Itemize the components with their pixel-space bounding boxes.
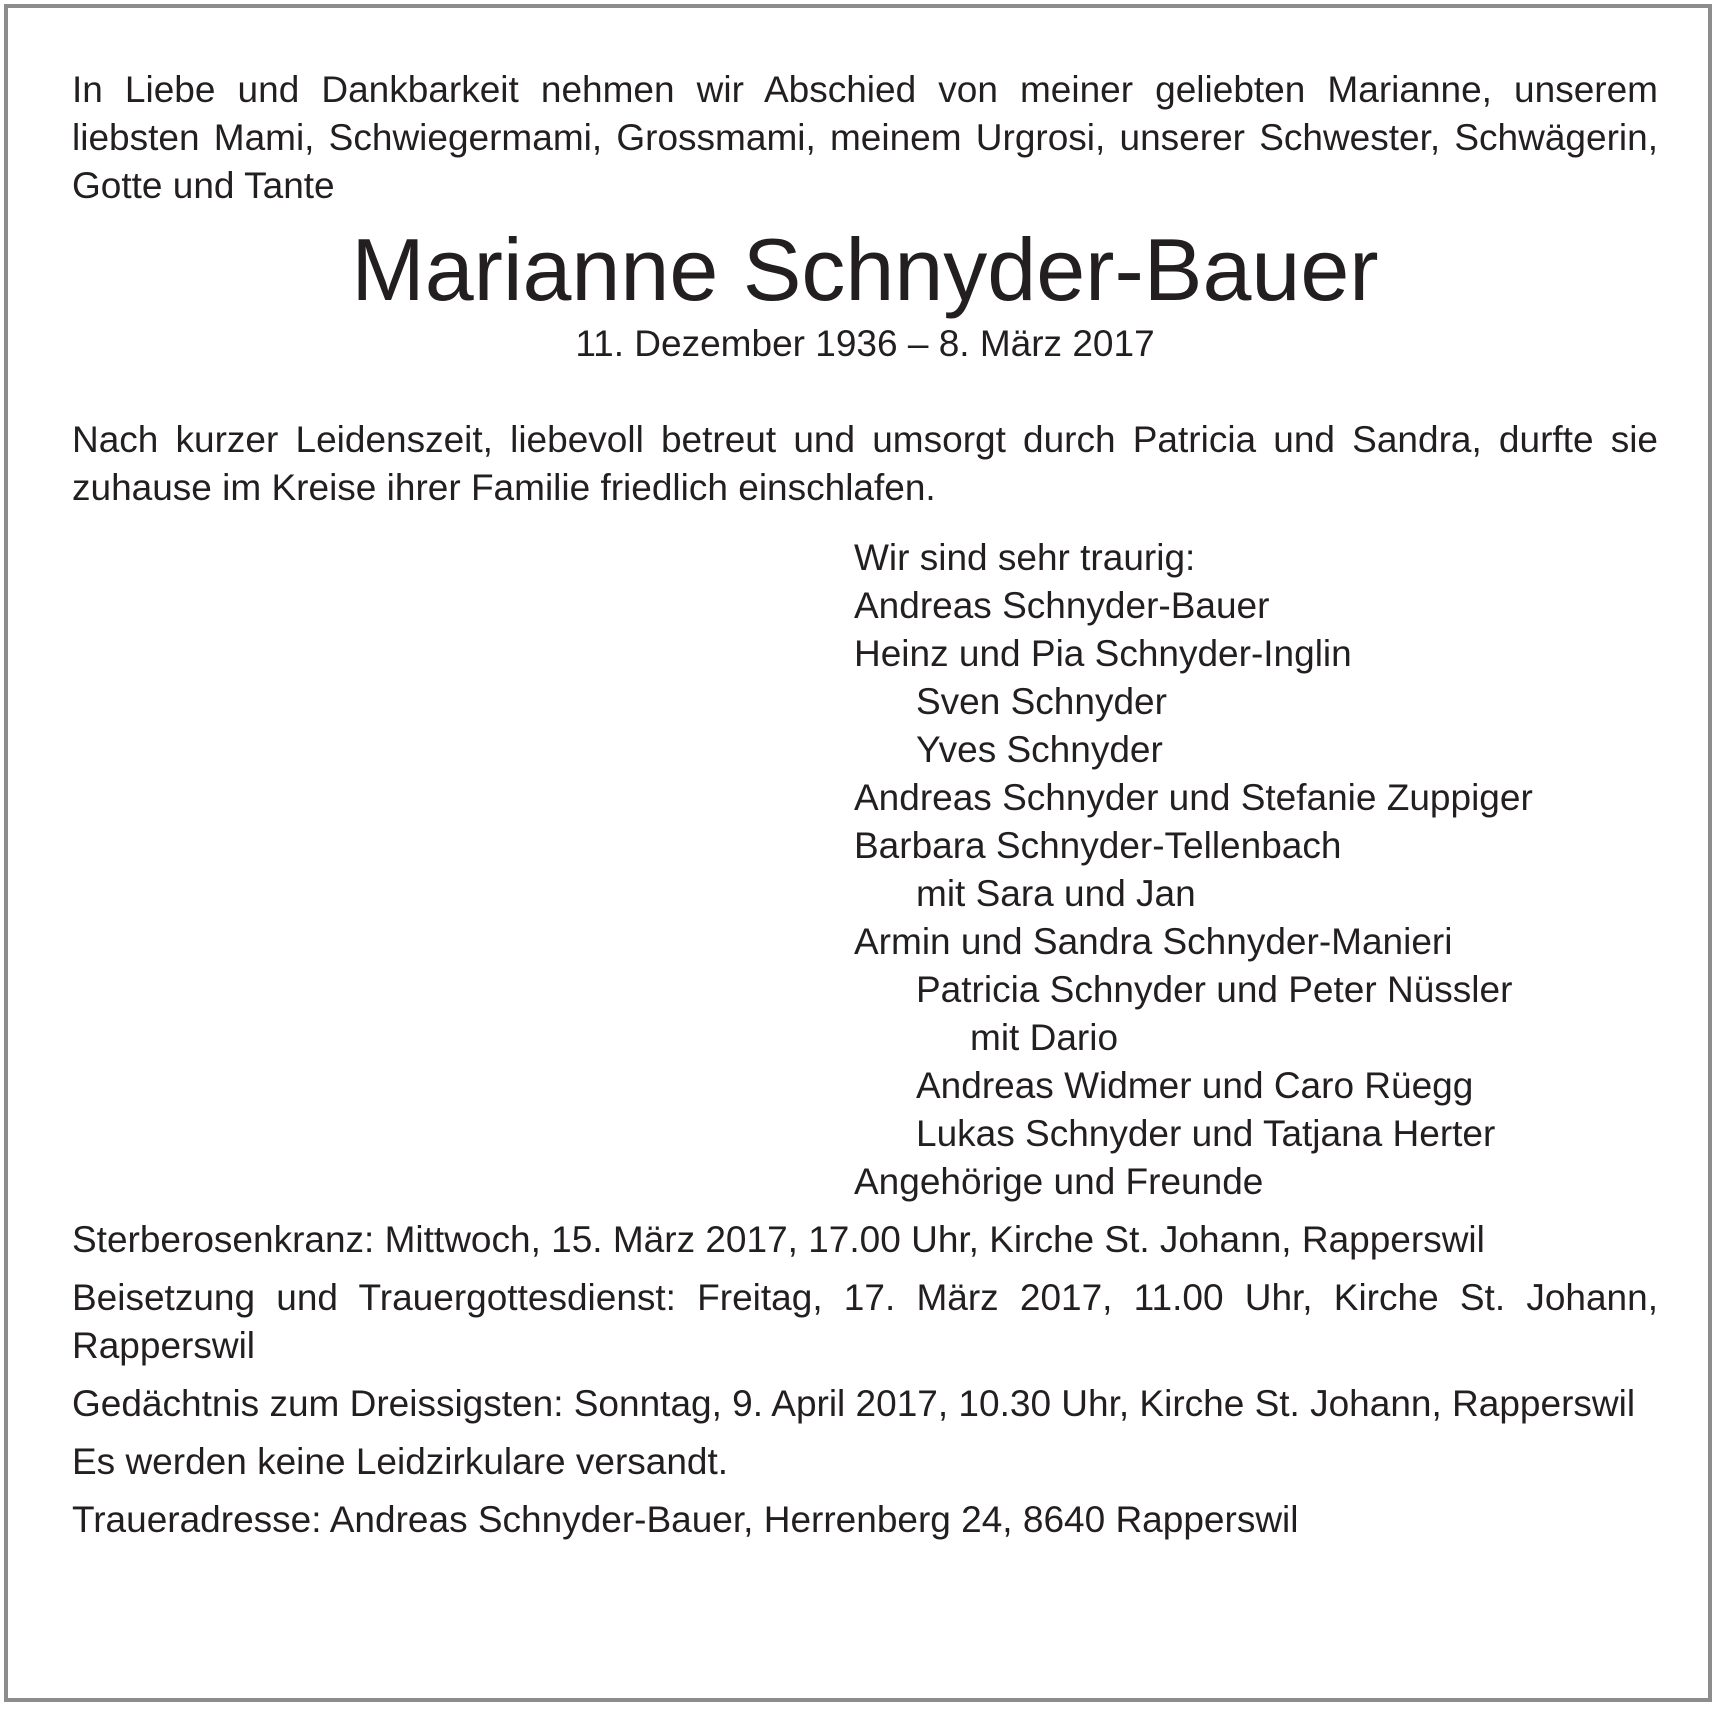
funeral-info: Beisetzung und Trauergottesdienst: Freitag, 17. März 2017, 11.00 Uhr, Kirche St. Johann, Rapperswil xyxy=(72,1277,1658,1366)
mourner-entry: Andreas Schnyder und Stefanie Zuppiger xyxy=(854,777,1533,818)
mourners-heading: Wir sind sehr traurig: xyxy=(854,537,1196,578)
life-dates: 11. Dezember 1936 – 8. März 2017 xyxy=(575,323,1155,364)
mourner-entry: Armin und Sandra Schnyder-Manieri xyxy=(854,921,1453,962)
rosary-info: Sterberosenkranz: Mittwoch, 15. März 2017, 17.00 Uhr, Kirche St. Johann, Rapperswil xyxy=(72,1219,1485,1260)
mourner-entry: Angehörige und Freunde xyxy=(854,1161,1264,1202)
mourner-entry: Heinz und Pia Schnyder-Inglin xyxy=(854,633,1352,674)
circulars-note: Es werden keine Leidzirkulare versandt. xyxy=(72,1441,729,1482)
mourner-entry: Patricia Schnyder und Peter Nüssler xyxy=(916,969,1513,1010)
mourner-entry: Barbara Schnyder-Tellenbach xyxy=(854,825,1342,866)
mourner-entry: Lukas Schnyder und Tatjana Herter xyxy=(916,1113,1496,1154)
mourner-entry: Andreas Widmer und Caro Rüegg xyxy=(916,1065,1474,1106)
notice-content xyxy=(72,66,1658,1554)
mourning-address: Traueradresse: Andreas Schnyder-Bauer, Herrenberg 24, 8640 Rapperswil xyxy=(72,1499,1299,1540)
mourner-entry: mit Sara und Jan xyxy=(916,873,1196,914)
mourner-entry: Yves Schnyder xyxy=(916,729,1163,770)
mourner-entry: mit Dario xyxy=(970,1017,1119,1058)
deceased-name: Marianne Schnyder-Bauer xyxy=(351,220,1379,319)
passing-text: Nach kurzer Leidenszeit, liebevoll betreut und umsorgt durch Patricia und Sandra, durfte sie zuhause im Kreise ihrer Familie friedlich einschlafen. xyxy=(72,419,1658,508)
intro-text: In Liebe und Dankbarkeit nehmen wir Abschied von meiner geliebten Marianne, unserem liebsten Mami, Schwiegermami, Grossmami, meinem Urgrosi, unserer Schwester, Schwägerin, Gotte und Tante xyxy=(72,69,1658,206)
obituary-notice xyxy=(4,4,1712,1702)
memorial-info: Gedächtnis zum Dreissigsten: Sonntag, 9. April 2017, 10.30 Uhr, Kirche St. Johann, Rapperswil xyxy=(72,1383,1636,1424)
events-section xyxy=(72,1216,1658,1544)
mourner-entry: Sven Schnyder xyxy=(916,681,1167,722)
mourner-entry: Andreas Schnyder-Bauer xyxy=(854,585,1270,626)
mourners-list xyxy=(854,534,1658,1206)
